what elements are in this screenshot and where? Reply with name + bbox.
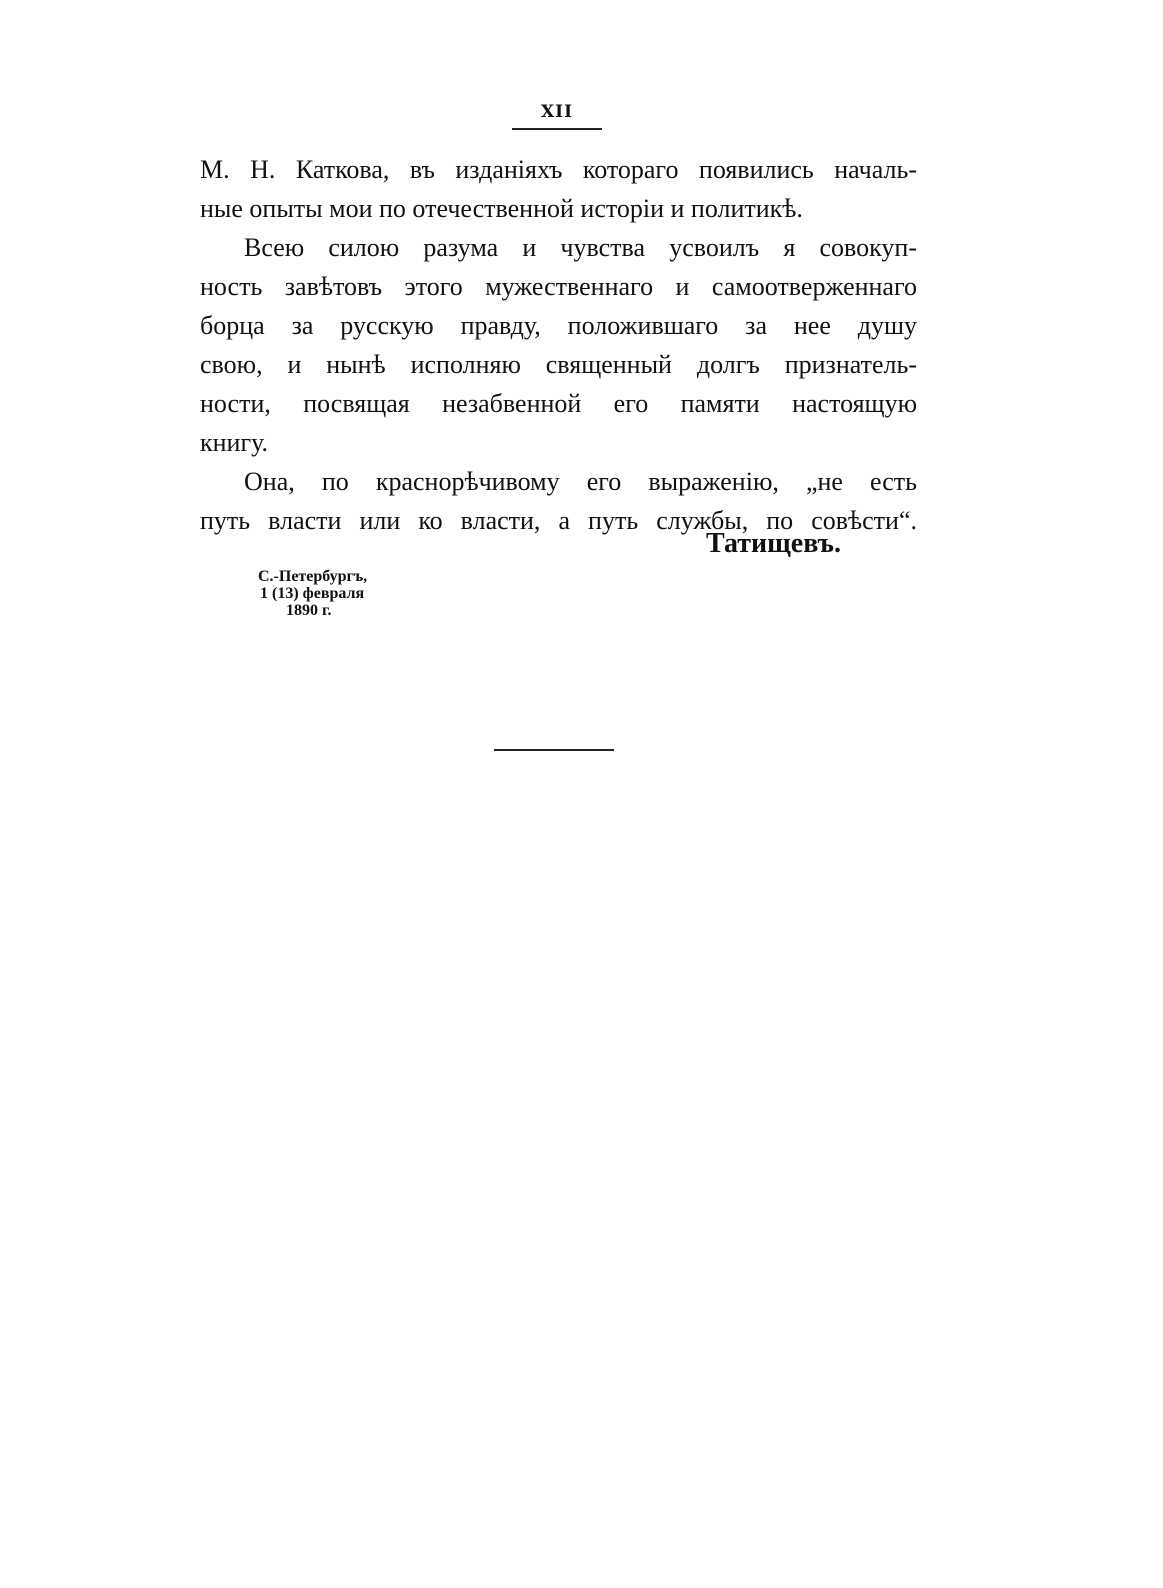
- author-signature: Татищевъ.: [706, 528, 841, 559]
- page-number: XII: [540, 102, 574, 122]
- text-line: ности, посвящая незабвенной его памяти настоящую: [200, 389, 917, 418]
- body-text: [200, 150, 917, 540]
- text-line: борца за русскую правду, положившаго за нее душу: [200, 311, 917, 340]
- text-line: М. Н. Каткова, въ изданіяхъ котораго появились началь-: [200, 155, 917, 184]
- text-line: ные опыты мои по отечественной исторіи и политикѣ.: [200, 194, 803, 223]
- text-line: Всею силою разума и чувства усвоилъ я совокуп-: [244, 233, 917, 262]
- end-rule: [494, 749, 614, 751]
- header-rule: [512, 128, 602, 130]
- text-line: свою, и нынѣ исполняю священный долгъ признатель-: [200, 350, 917, 379]
- place-date-day: 1 (13) февраля: [260, 585, 365, 602]
- text-line: книгу.: [200, 428, 269, 457]
- place-city: С.-Петербургъ,: [258, 568, 368, 585]
- text-line: путь власти или ко власти, а путь службы, по совѣсти“.: [200, 506, 917, 535]
- text-line: ность завѣтовъ этого мужественнаго и самоотверженнаго: [200, 272, 917, 301]
- place-date-year: 1890 г.: [286, 602, 332, 619]
- place-date: [258, 568, 428, 619]
- text-line: Она, по краснорѣчивому его выраженію, „не есть: [244, 467, 917, 496]
